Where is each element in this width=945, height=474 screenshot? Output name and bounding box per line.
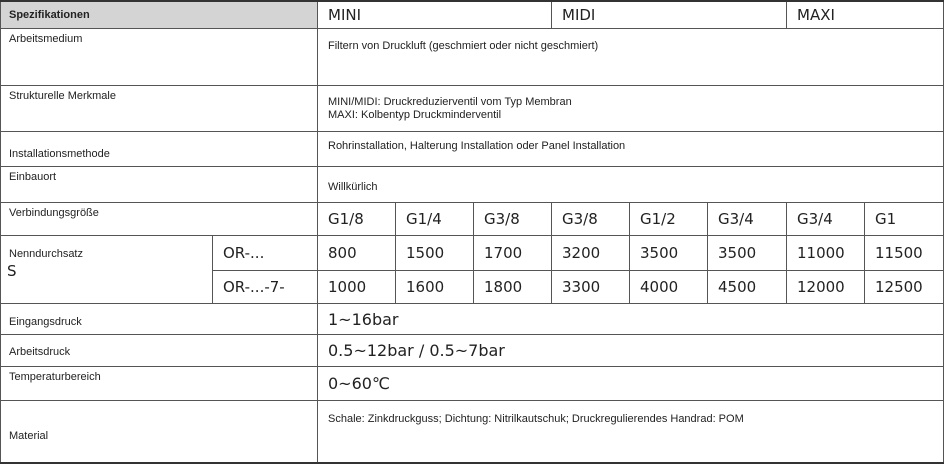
- flow-value: 4500: [708, 270, 787, 303]
- einbauort-label: Einbauort: [1, 166, 318, 202]
- strukturelle-merkmale-value: [318, 85, 944, 131]
- arbeitsmedium-value: Filtern von Druckluft (geschmiert oder nicht geschmiert): [318, 28, 944, 85]
- flow-model-or-7: OR-...-7-: [213, 270, 318, 303]
- row-temperaturbereich: [1, 366, 944, 400]
- strukturelle-merkmale-line1: MINI/MIDI: Druckreduzierventil vom Typ Membran: [328, 95, 572, 108]
- size-cell: G1/4: [396, 202, 474, 235]
- row-strukturelle-merkmale: [1, 85, 944, 131]
- installationsmethode-value: Rohrinstallation, Halterung Installation oder Panel Installation: [318, 131, 944, 166]
- flow-value: 3200: [552, 235, 630, 270]
- row-installationsmethode: [1, 131, 944, 166]
- row-eingangsdruck: [1, 303, 944, 334]
- flow-model-or: OR-...: [213, 235, 318, 270]
- row-verbindungsgroesse: [1, 202, 944, 235]
- arbeitsdruck-value: 0.5~12bar / 0.5~7bar: [318, 334, 944, 366]
- flow-value: 12500: [865, 270, 944, 303]
- flow-value: 1600: [396, 270, 474, 303]
- flow-value: 4000: [630, 270, 708, 303]
- size-cell: G3/8: [552, 202, 630, 235]
- flow-value: 12000: [787, 270, 865, 303]
- row-nenndurchsatz-1: [1, 235, 944, 270]
- temperaturbereich-label: Temperaturbereich: [1, 366, 318, 400]
- row-arbeitsmedium: [1, 28, 944, 85]
- installationsmethode-label: Installationsmethode: [1, 131, 318, 166]
- eingangsdruck-label: Eingangsdruck: [1, 303, 318, 334]
- flow-value: 3300: [552, 270, 630, 303]
- flow-value: 1500: [396, 235, 474, 270]
- flow-value: 11000: [787, 235, 865, 270]
- size-cell: G1/8: [318, 202, 396, 235]
- model-maxi-header: MAXI: [787, 1, 944, 28]
- material-value: Schale: Zinkdruckguss; Dichtung: Nitrilkautschuk; Druckregulierendes Handrad: POM: [318, 400, 944, 463]
- row-material: [1, 400, 944, 463]
- nenndurchsatz-label: Nenndurchsatz: [9, 247, 83, 260]
- size-cell: G1: [865, 202, 944, 235]
- strukturelle-merkmale-label: Strukturelle Merkmale: [1, 85, 318, 131]
- strukturelle-merkmale-line2: MAXI: Kolbentyp Druckminderventil: [328, 108, 502, 121]
- nenndurchsatz-label-cell: [1, 235, 213, 303]
- flow-value: 1700: [474, 235, 552, 270]
- model-mini-header: MINI: [318, 1, 552, 28]
- arbeitsdruck-label: Arbeitsdruck: [1, 334, 318, 366]
- row-einbauort: [1, 166, 944, 202]
- material-label: Material: [1, 400, 318, 463]
- size-cell: G3/4: [787, 202, 865, 235]
- row-arbeitsdruck: [1, 334, 944, 366]
- temperaturbereich-value: 0~60℃: [318, 366, 944, 400]
- eingangsdruck-value: 1~16bar: [318, 303, 944, 334]
- flow-value: 3500: [708, 235, 787, 270]
- model-midi-header: MIDI: [552, 1, 787, 28]
- arbeitsmedium-label: Arbeitsmedium: [1, 28, 318, 85]
- header-row: [1, 1, 944, 28]
- size-cell: G3/8: [474, 202, 552, 235]
- einbauort-value: Willkürlich: [318, 166, 944, 202]
- size-cell: G1/2: [630, 202, 708, 235]
- flow-value: 800: [318, 235, 396, 270]
- nenndurchsatz-unit: S: [7, 261, 17, 280]
- verbindungsgroesse-label: Verbindungsgröße: [1, 202, 318, 235]
- flow-value: 3500: [630, 235, 708, 270]
- flow-value: 11500: [865, 235, 944, 270]
- size-cell: G3/4: [708, 202, 787, 235]
- flow-value: 1800: [474, 270, 552, 303]
- spec-header-label: Spezifikationen: [1, 1, 318, 28]
- flow-value: 1000: [318, 270, 396, 303]
